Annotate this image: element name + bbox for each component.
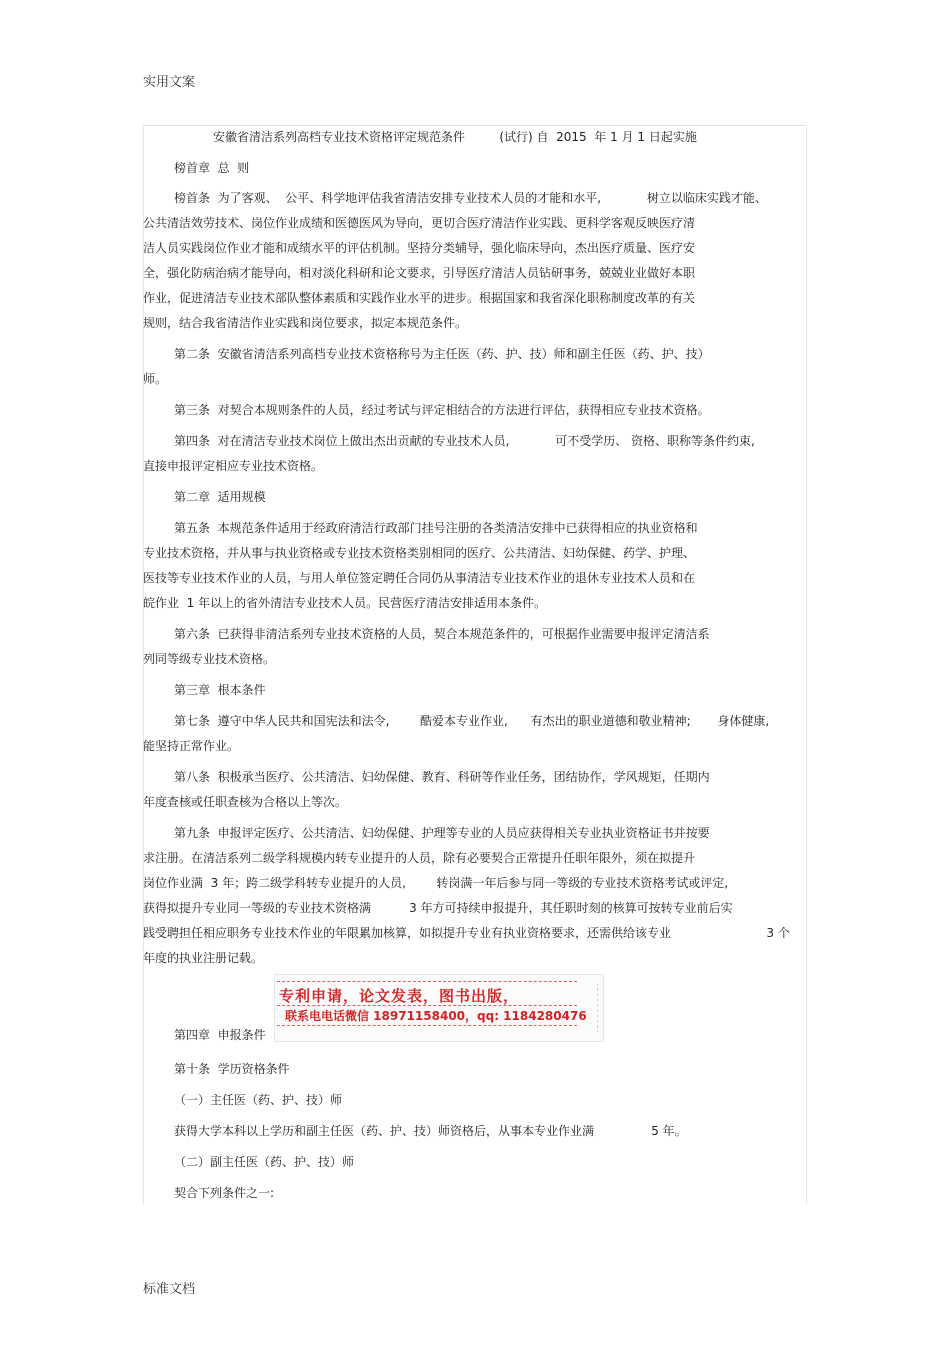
paragraph-line: 专业技术资格，并从事与执业资格或专业技术资格类别相同的医疗、公共清洁、妇幼保健、药学、护理、 [143,546,696,560]
paragraph-line: 获得大学本科以上学历和副主任医（药、护、技）师资格后，从事本专业作业满 5 年。 [174,1124,687,1138]
ad-dashed-line [277,1025,577,1026]
paragraph-line: 年度的执业注册记载。 [143,951,264,965]
ad-line-2: 联系电电话微信 18971158400，qq: 1184280476 [285,1009,587,1023]
paragraph-line: 第三条 对契合本规则条件的人员，经过考试与评定相结合的方法进行评估，获得相应专业技术资格。 [174,403,710,417]
chapter-heading: 第二章 适用规模 [174,490,266,504]
paragraph-line: 第二条 安徽省清洁系列高档专业技术资格称号为主任医（药、护、技）师和副主任医（药、护、技） [174,347,710,361]
paragraph-line: （一）主任医（药、护、技）师 [174,1093,343,1107]
paragraph-line: 践受聘担任相应职务专业技术作业的年限累加核算，如拟提升专业有执业资格要求，还需供给该专业 3 个 [143,926,790,940]
ad-side-border [597,983,598,1033]
paragraph-line: 第七条 遵守中华人民共和国宪法和法令, 酷爱本专业作业, 有杰出的职业道德和敬业精神; 身体健康, [174,714,770,728]
paragraph-line: 榜首条 为了客观、 公平、科学地评估我省清洁安排专业技术人员的才能和水平, 树立以临床实践才能、 [174,191,767,205]
frame-top-border [143,125,807,126]
paragraph-line: 全，强化防病治病才能导向，相对淡化科研和论文要求，引导医疗清洁人员钻研事务，兢兢业业做好本职 [143,266,696,280]
document-title: 安徽省清洁系列高档专业技术资格评定规范条件 (试行) 自 2015 年 1 月 1 日起实施 [213,130,697,144]
paragraph-line: 第十条 学历资格条件 [174,1062,290,1076]
paragraph-line: 第八条 积极承当医疗、公共清洁、妇幼保健、教育、科研等作业任务，团结协作，学风规矩，任期内 [174,770,710,784]
paragraph-line: 列同等级专业技术资格。 [143,652,276,666]
chapter-heading: 榜首章 总 则 [174,161,250,175]
paragraph-line: 第九条 申报评定医疗、公共清洁、妇幼保健、护理等专业的人员应获得相关专业执业资格证书并按要 [174,826,710,840]
ad-dashed-line [277,1005,577,1006]
chapter-heading: 第四章 申报条件 [174,1028,266,1042]
ad-dashed-line [277,981,577,982]
advertisement-banner[interactable] [274,974,604,1042]
page-header: 实用文案 [143,75,196,90]
paragraph-line: 洁人员实践岗位作业才能和成绩水平的评估机制。坚持分类辅导，强化临床导向，杰出医疗质量、医疗安 [143,241,696,255]
paragraph-line: （二）副主任医（药、护、技）师 [174,1155,355,1169]
paragraph-line: 求注册。在清洁系列二级学科规模内转专业提升的人员，除有必要契合正常提升任职年限外，须在拟提升 [143,851,696,865]
paragraph-line: 公共清洁效劳技术、岗位作业成绩和医德医风为导向，更切合医疗清洁作业实践、更科学客观反映医疗清 [143,216,696,230]
page-footer: 标准文档 [143,1282,196,1297]
paragraph-line: 师。 [143,372,168,386]
paragraph-line: 契合下列条件之一: [174,1186,275,1200]
ad-line-1: 专利申请，论文发表，图书出版， [279,987,520,1005]
paragraph-line: 年度查核或任职查核为合格以上等次。 [143,795,348,809]
paragraph-line: 皖作业 1 年以上的省外清洁专业技术人员。民营医疗清洁安排适用本条件。 [143,596,547,610]
paragraph-line: 获得拟提升专业同一等级的专业技术资格满 3 年方可持续申报提升，其任职时刻的核算可按转专业前后实 [143,901,733,915]
paragraph-line: 第六条 已获得非清洁系列专业技术资格的人员，契合本规范条件的，可根据作业需要申报评定清洁系 [174,627,710,641]
chapter-heading: 第三章 根本条件 [174,683,266,697]
paragraph-line: 作业，促进清洁专业技术部队整体素质和实践作业水平的进步。根据国家和我省深化职称制度改革的有关 [143,291,696,305]
paragraph-line: 岗位作业满 3 年；跨二级学科转专业提升的人员, 转岗满一年后参与同一等级的专业技术资格考试或评定, [143,876,729,890]
frame-right-border [806,125,807,1205]
paragraph-line: 第五条 本规范条件适用于经政府清洁行政部门挂号注册的各类清洁安排中已获得相应的执业资格和 [174,521,698,535]
paragraph-line: 能坚持正常作业。 [143,739,240,753]
paragraph-line: 直接申报评定相应专业技术资格。 [143,459,324,473]
paragraph-line: 第四条 对在清洁专业技术岗位上做出杰出贡献的专业技术人员, 可不受学历、 资格、职称等条件约束, [174,434,755,448]
paragraph-line: 规则，结合我省清洁作业实践和岗位要求，拟定本规范条件。 [143,316,468,330]
paragraph-line: 医技等专业技术作业的人员，与用人单位签定聘任合同仍从事清洁专业技术作业的退休专业技术人员和在 [143,571,696,585]
